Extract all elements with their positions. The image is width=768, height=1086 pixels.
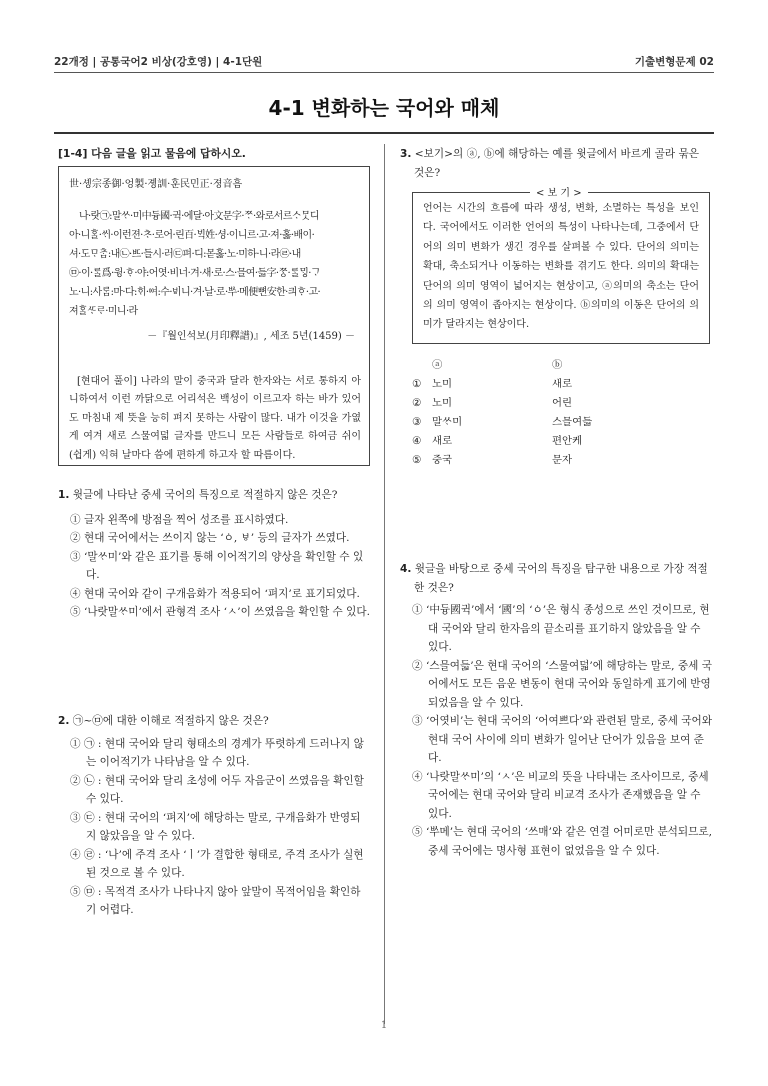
- header-right: 기출변형문제 02: [634, 56, 714, 68]
- question-number: 4.: [400, 563, 412, 575]
- answer-num: ③: [412, 416, 422, 429]
- passage-line: 나·랏㉠:말ᄊᆞ·미中듕國·귁·에달·아文문字·ᄍᆞ·와로서르ᄉᆞᄆᆞᆺ디: [79, 211, 319, 222]
- option[interactable]: ① ‘中듕國귁’에서 ‘國’의 ‘ㆁ’은 형식 종성으로 쓰인 것이므로, 현대 국어와 달리 한자음의 끝소리를 표기하지 않았음을 알 수 있다.: [412, 604, 710, 653]
- col-a-header: ⓐ: [432, 359, 443, 372]
- answer-b: 스믈여듧: [552, 416, 593, 429]
- passage-line: 져ᄒᆞᆯᄯᆞᄅᆞ·미니·라: [69, 306, 138, 317]
- passage-head: 世·솅宗종御·엉製·졩訓·훈民민正·졍音흠: [69, 179, 243, 190]
- question-number: 2.: [58, 715, 70, 727]
- option[interactable]: ④ 현대 국어와 같이 구개음화가 적용되어 ‘펴지’로 표기되었다.: [70, 587, 360, 600]
- passage-line: ㉤·이·ᄅᆞᆯ爲·윙·ᄒᆞ·야:어엿·비너·겨·새·로·스·믈여·듧字·ᄍᆞᆼ·ᄅᆞᆯᄆᆡᇰ·ᄀᆞ: [69, 268, 320, 279]
- answer-a: 중국: [432, 454, 453, 467]
- answer-row[interactable]: [412, 394, 592, 413]
- option[interactable]: ③ ㉢ : 현대 국어의 ‘펴지’에 해당하는 말로, 구개음화가 반영되지 않았음을 알 수 있다.: [70, 811, 361, 842]
- header-left: 22개정 | 공통국어2 비상(강호영) | 4-1단원: [54, 56, 263, 68]
- answer-header-row: [412, 356, 592, 375]
- answer-a: 말ᄊᆞ미: [432, 416, 463, 429]
- answer-num: ②: [412, 397, 422, 410]
- answer-table: [412, 356, 672, 470]
- question-stem: <보기>의 ⓐ, ⓑ에 해당하는 예를 윗글에서 바르게 골라 묶은 것은?: [414, 148, 699, 179]
- answer-b: 편안케: [552, 435, 583, 448]
- answer-a: 새로: [432, 435, 453, 448]
- question-stem: 윗글을 바탕으로 중세 국어의 특징을 탐구한 내용으로 가장 적절한 것은?: [414, 563, 708, 594]
- option[interactable]: ① ㉠ : 현대 국어와 달리 형태소의 경계가 뚜렷하게 드러나지 않는 이어적기가 나타남을 알 수 있다.: [70, 737, 364, 768]
- col-b-header: ⓑ: [552, 359, 563, 372]
- instruction: [1-4] 다음 글을 읽고 물음에 답하시오.: [58, 147, 246, 160]
- answer-a: 노미: [432, 378, 453, 391]
- question-stem: ㉠~㉤에 대한 이해로 적절하지 않은 것은?: [72, 715, 269, 727]
- option[interactable]: ④ ㉣ : ‘나’에 주격 조사 ‘ㅣ’가 결합한 형태로, 주격 조사가 실현된 것으로 볼 수 있다.: [70, 848, 364, 879]
- passage-line: 셔·도ᄆᆞᄎᆞᆷ:내㉡·ᄠᅳ·들시·러㉢펴·디:몯홇·노·미하·니·라㉣·내: [69, 249, 301, 260]
- question-number: 1.: [58, 489, 70, 501]
- question-number: 3.: [400, 148, 412, 160]
- answer-row[interactable]: [412, 413, 592, 432]
- bogi-box: 언어는 시간의 흐름에 따라 생성, 변화, 소멸하는 특성을 보인다. 국어에서도 이러한 언어의 특성이 나타나는데, 그중에서 단어의 의미 변화가 생긴 경우를 살펴볼 수 있다. 단어의 의미는 확대, 축소되거나 이동하는 변화를 겪기도 한다. 의미의 확대는 단어의 의미 영역이 넓어지는 현상이고, ⓐ의미의 축소는 단어의 의미 영역이 좁아지는 현상이다. ⓑ의미의 이동은 단어의 의미가 달라지는 현상이다.: [412, 192, 710, 344]
- question-4: [400, 560, 712, 860]
- passage-box: [58, 166, 370, 466]
- header-rule: [54, 72, 714, 73]
- question-stem: 윗글에 나타난 중세 국어의 특징으로 적절하지 않은 것은?: [72, 489, 338, 501]
- column-divider: [384, 144, 385, 1024]
- answer-b: 어린: [552, 397, 573, 410]
- answer-a: 노미: [432, 397, 453, 410]
- page-title: 4-1 변화하는 국어와 매체: [268, 96, 500, 120]
- answer-row[interactable]: [412, 375, 592, 394]
- option[interactable]: ⑤ ‘ᄡᅮ메’는 현대 국어의 ‘쓰매’와 같은 연결 어미로만 분석되므로, 중세 국어에는 명사형 표현이 없었음을 알 수 있다.: [412, 826, 712, 857]
- question-3: [400, 145, 712, 182]
- option[interactable]: ② 현대 국어에서는 쓰이지 않는 ‘ㆁ, ㅸ’ 등의 글자가 쓰였다.: [70, 532, 350, 544]
- page-header: [54, 50, 714, 70]
- bogi-title: < 보 기 >: [530, 184, 588, 199]
- page-number: 1: [380, 1020, 388, 1031]
- answer-row[interactable]: [412, 451, 592, 470]
- question-1: [58, 486, 370, 622]
- passage-translation: [현대어 풀이] 나라의 말이 중국과 달라 한자와는 서로 통하지 아니하여서 이런 까닭으로 어리석은 백성이 이르고자 하는 바가 있어도 마침내 제 뜻을 능히 펴지 못하는 사람이 많다. 내가 이것을 가엾게 여겨 새로 스물여덟 글자를 만드니 모든 사람들로 하여금 쉬이(쉽게) 익혀 날마다 씀에 편하게 하고자 할 따름이다.: [69, 376, 361, 461]
- option[interactable]: ② ‘스믈여듧’은 현대 국어의 ‘스물여덟’에 해당하는 말로, 중세 국어에서도 모든 음운 변동이 현대 국어와 동일하게 표기에 반영되었음을 알 수 있다.: [412, 659, 712, 709]
- option[interactable]: ③ ‘말ᄊᆞ미’와 같은 표기를 통해 이어적기의 양상을 확인할 수 있다.: [70, 550, 364, 581]
- answer-row[interactable]: [412, 432, 592, 451]
- option[interactable]: ⑤ ㉤ : 목적격 조사가 나타나지 않아 앞말이 목적어임을 확인하기 어렵다.: [70, 885, 361, 916]
- option[interactable]: ④ ‘나랏말ᄊᆞ미’의 ‘ㅅ’은 비교의 뜻을 나타내는 조사이므로, 중세 국어에는 현대 국어와 달리 비교격 조사가 존재했음을 알 수 있다.: [412, 770, 709, 820]
- option[interactable]: ② ㉡ : 현대 국어와 달리 초성에 어두 자음군이 쓰였음을 확인할 수 있다.: [70, 774, 364, 805]
- answer-b: 문자: [552, 454, 573, 467]
- option[interactable]: ① 글자 왼쪽에 방점을 찍어 성조를 표시하였다.: [70, 513, 289, 526]
- answer-num: ④: [412, 435, 422, 448]
- option[interactable]: ③ ‘어엿비’는 현대 국어의 ‘어여쁘다’와 관련된 말로, 중세 국어와 현대 국어 사이에 의미 변화가 일어난 단어가 있음을 보여 준다.: [412, 715, 712, 764]
- answer-num: ①: [412, 378, 422, 391]
- option[interactable]: ⑤ ‘나랏말ᄊᆞ미’에서 관형격 조사 ‘ㅅ’이 쓰였음을 확인할 수 있다.: [70, 606, 370, 618]
- passage-line: 아·니ᄒᆞᆯ·ᄊᆡ·이런젼·ᄎᆞ·로어·린百·ᄇᆡᆨ姓·셩·이니르·고·져·홇·배이·: [69, 230, 315, 241]
- passage-line: 노·니:사ᄅᆞᆷ:마·다:ᄒᆡ·ᅇᅧ:수·ᄫᅵ니·겨·날·로·ᄡᅮ·메便뼌安한·킈ᄒᆞ·고·: [69, 287, 321, 298]
- answer-num: ⑤: [412, 454, 422, 467]
- passage-text: [69, 207, 361, 321]
- title-rule: [54, 132, 714, 134]
- question-2: [58, 712, 370, 920]
- answer-b: 새로: [552, 378, 573, 391]
- passage-source: －『월인석보(月印釋譜)』, 세조 5년(1459) －: [147, 331, 355, 342]
